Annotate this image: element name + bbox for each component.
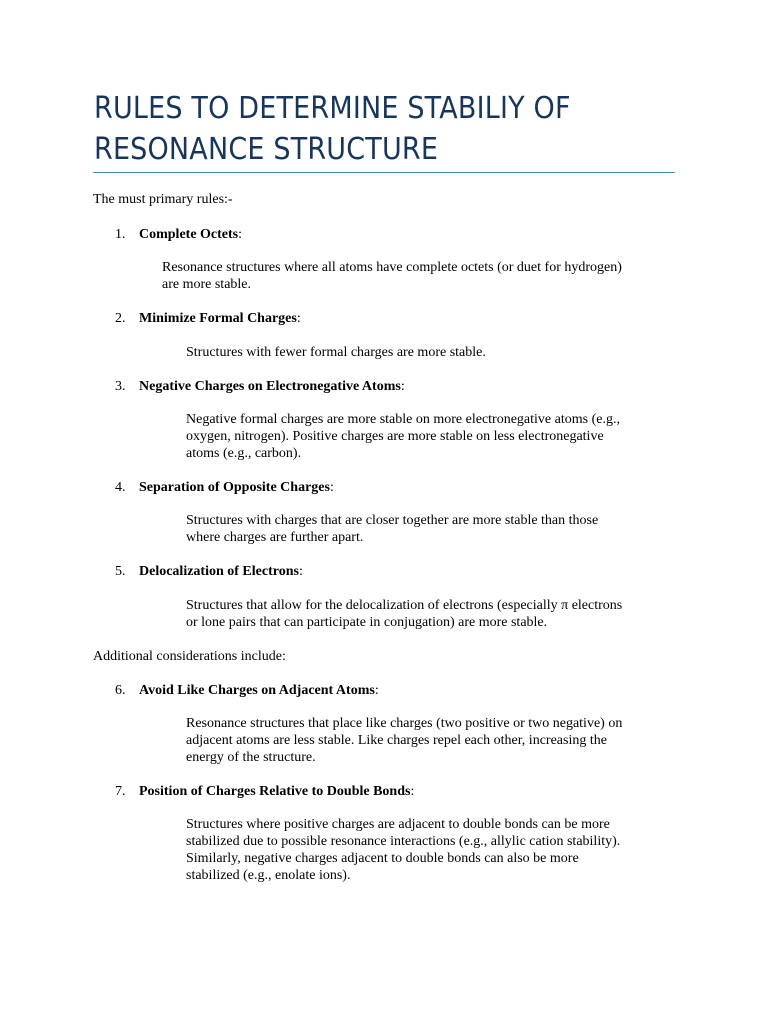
rule-heading <box>139 378 405 395</box>
document-title <box>94 88 634 170</box>
rule-description-line: Resonance structures that place like charges (two positive or two negative) on <box>186 716 623 731</box>
rule-number: 7. <box>115 784 126 799</box>
rule-description-line: Structures that allow for the delocalization of electrons (especially π electrons <box>186 598 623 613</box>
rule-description-line: stabilized (e.g., enolate ions). <box>186 868 351 883</box>
rule-description <box>186 715 622 766</box>
rule-description <box>186 512 598 546</box>
rule-number: 3. <box>115 379 126 394</box>
intro-text: The must primary rules:- <box>93 192 233 207</box>
rule-heading-text: Separation of Opposite Charges <box>139 480 330 495</box>
rule-heading-colon: : <box>238 227 243 242</box>
rule-description-line: Similarly, negative charges adjacent to double bonds can also be more <box>186 851 579 866</box>
rule-heading <box>139 226 242 243</box>
additional-text: Additional considerations include: <box>93 649 286 664</box>
rule-heading-text: Position of Charges Relative to Double Bonds <box>139 784 411 799</box>
rule-heading-colon: : <box>296 311 301 326</box>
rule-description-line: energy of the structure. <box>186 750 316 765</box>
rule-description-line: adjacent atoms are less stable. Like charges repel each other, increasing the <box>186 733 607 748</box>
rule-heading-colon: : <box>410 784 415 799</box>
rule-heading <box>139 682 379 699</box>
rule-heading-text: Complete Octets <box>139 227 239 242</box>
rule-description-line: Structures where positive charges are adjacent to double bonds can be more <box>186 817 610 832</box>
rule-heading-text: Delocalization of Electrons <box>139 564 299 579</box>
rule-description <box>186 344 486 361</box>
rule-description-line: Negative formal charges are more stable on more electronegative atoms (e.g., <box>186 412 620 427</box>
rule-description <box>186 816 620 884</box>
rule-number: 4. <box>115 480 126 495</box>
rule-description-line: Resonance structures where all atoms have complete octets (or duet for hydrogen) <box>162 260 622 275</box>
rule-heading-colon: : <box>329 480 334 495</box>
rule-heading-colon: : <box>400 379 405 394</box>
rule-heading-colon: : <box>298 564 303 579</box>
rule-heading-text: Negative Charges on Electronegative Atoms <box>139 379 401 394</box>
rule-heading <box>139 479 334 496</box>
rule-heading-text: Minimize Formal Charges <box>139 311 297 326</box>
rule-heading <box>139 563 303 580</box>
rule-description <box>186 597 622 631</box>
rule-description-line: atoms (e.g., carbon). <box>186 446 302 461</box>
rule-number: 1. <box>115 227 126 242</box>
rule-description-line: are more stable. <box>162 277 252 292</box>
rule-description-line: stabilized due to possible resonance interactions (e.g., allylic cation stability). <box>186 834 621 849</box>
rule-description-line: or lone pairs that can participate in conjugation) are more stable. <box>186 615 548 630</box>
rule-description <box>162 259 622 293</box>
title-line-1: RULES TO DETERMINE STABILIY OF <box>94 91 571 126</box>
rule-description <box>186 411 620 462</box>
rule-number: 5. <box>115 564 126 579</box>
title-underline <box>93 172 675 173</box>
rule-heading <box>139 310 301 327</box>
rule-description-line: oxygen, nitrogen). Positive charges are more stable on less electronegative <box>186 429 604 444</box>
rule-number: 6. <box>115 683 126 698</box>
rule-description-line: where charges are further apart. <box>186 530 364 545</box>
rule-number: 2. <box>115 311 126 326</box>
rule-heading <box>139 783 414 800</box>
title-line-2: RESONANCE STRUCTURE <box>94 132 439 167</box>
rule-heading-text: Avoid Like Charges on Adjacent Atoms <box>139 683 375 698</box>
rule-description-line: Structures with fewer formal charges are more stable. <box>186 345 486 360</box>
rule-description-line: Structures with charges that are closer together are more stable than those <box>186 513 599 528</box>
rule-heading-colon: : <box>374 683 379 698</box>
